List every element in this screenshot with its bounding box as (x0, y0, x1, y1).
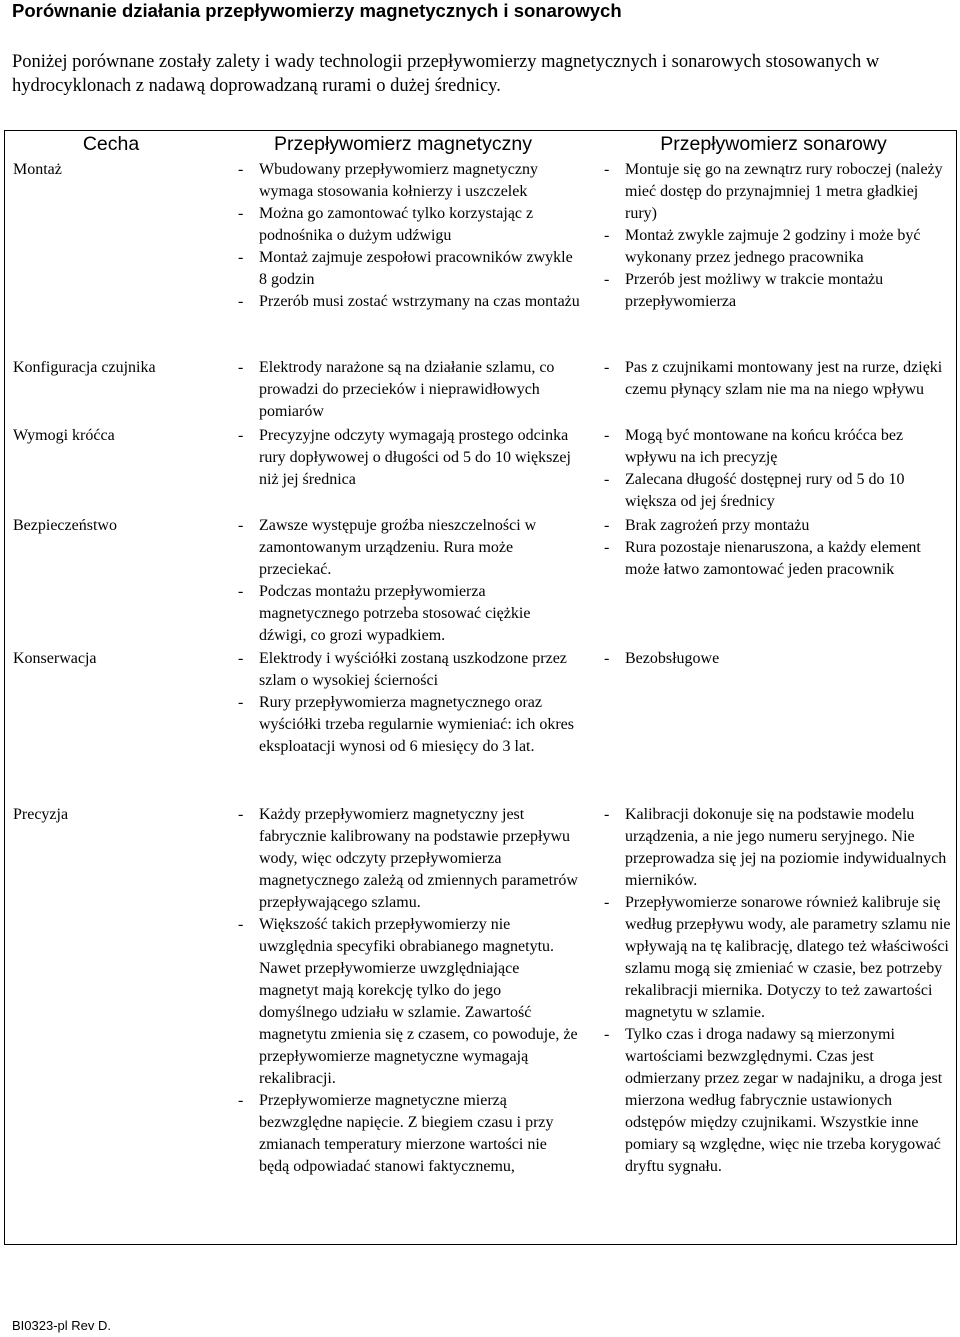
magnetic-item: - Zawsze występuje groźba nieszczelności w zamontowanym urządzeniu. Rura może przeciekać. (235, 515, 580, 581)
row-feature: Bezpieczeństwo (13, 517, 117, 534)
sonar-item: - Rura pozostaje nienaruszona, a każdy element może łatwo zamontować jeden pracownik (601, 537, 951, 581)
sonar-item: - Bezobsługowe (601, 648, 951, 670)
magnetic-item: - Elektrody i wyściółki zostaną uszkodzone przez szlam o wysokiej ścierności (235, 648, 580, 692)
sonar-cell (601, 648, 951, 670)
magnetic-cell (235, 515, 580, 647)
sonar-item: - Zalecana długość dostępnej rury od 5 do 10 większa od jej średnicy (601, 469, 951, 513)
page-title: Porównanie działania przepływomierzy magnetycznych i sonarowych (12, 0, 622, 21)
row-feature: Precyzja (13, 806, 69, 823)
header-magnetic: Przepływomierz magnetyczny (274, 133, 532, 155)
sonar-item: - Tylko czas i droga nadawy są mierzonymi wartościami bezwzględnymi. Czas jest odmierzany przez zegar w nadajniku, a droga jest mierzona według fabrycznie ustawionych odstępów między czujnikami. Wszystkie inne pomiary są względne, więc nie trzeba korygować dryftu sygnału. (601, 1024, 951, 1178)
sonar-cell (601, 515, 951, 581)
row-feature: Konserwacja (13, 650, 97, 667)
magnetic-item: - Większość takich przepływomierzy nie uwzględnia specyfiki obrabianego magnetytu. Nawet przepływomierze uwzględniające magnetyt mają korekcję tylko do jego domyślnego udziału w szlamie. Zawartość magnetytu zmienia się z czasem, co powoduje, że przepływomierze magnetyczne wymagają rekalibracji. (235, 914, 580, 1090)
sonar-cell (601, 159, 951, 313)
sonar-item: - Mogą być montowane na końcu króćca bez wpływu na ich precyzję (601, 425, 951, 469)
magnetic-item: - Montaż zajmuje zespołowi pracowników zwykle 8 godzin (235, 247, 580, 291)
document-reference: BI0323-pl Rev D. (12, 1318, 111, 1333)
intro-paragraph: Poniżej porównane zostały zalety i wady technologii przepływomierzy magnetycznych i sonarowych stosowanych w hydrocyklonach z nadawą doprowadzaną rurami o dużej średnicy. (12, 52, 880, 96)
sonar-item: - Pas z czujnikami montowany jest na rurze, dzięki czemu płynący szlam nie ma na niego wpływu (601, 357, 951, 401)
row-feature: Wymogi króćca (13, 427, 115, 444)
magnetic-cell (235, 648, 580, 758)
magnetic-item: - Elektrody narażone są na działanie szlamu, co prowadzi do przecieków i nieprawidłowych pomiarów (235, 357, 580, 423)
magnetic-item: - Podczas montażu przepływomierza magnetycznego potrzeba stosować ciężkie dźwigi, co grozi wypadkiem. (235, 581, 580, 647)
sonar-item: - Montuje się go na zewnątrz rury roboczej (należy mieć dostęp do przynajmniej 1 metra gładkiej rury) (601, 159, 951, 225)
sonar-item: - Przerób jest możliwy w trakcie montażu przepływomierza (601, 269, 951, 313)
magnetic-cell (235, 159, 580, 313)
sonar-cell (601, 357, 951, 401)
magnetic-item: - Każdy przepływomierz magnetyczny jest fabrycznie kalibrowany na podstawie przepływu wody, więc odczyty przepływomierza magnetycznego zależą od zmiennych parametrów przepływającego szlamu. (235, 804, 580, 914)
sonar-item: - Przepływomierze sonarowe również kalibruje się według przepływu wody, ale parametry szlamu nie wpływają na tę kalibrację, dlatego też właściwości szlamu mogą się zmieniać w czasie, bez potrzeby rekalibracji miernika. Dotyczy to też zawartości magnetytu w szlamie. (601, 892, 951, 1024)
sonar-item: - Montaż zwykle zajmuje 2 godziny i może być wykonany przez jednego pracownika (601, 225, 951, 269)
magnetic-item: - Rury przepływomierza magnetycznego oraz wyściółki trzeba regularnie wymieniać: ich okres eksploatacji wynosi od 6 miesięcy do 3 lat. (235, 692, 580, 758)
magnetic-item: - Wbudowany przepływomierz magnetyczny wymaga stosowania kołnierzy i uszczelek (235, 159, 580, 203)
magnetic-item: - Precyzyjne odczyty wymagają prostego odcinka rury dopływowej o długości od 5 do 10 większej niż jej średnica (235, 425, 580, 491)
header-sonar: Przepływomierz sonarowy (660, 133, 887, 155)
magnetic-cell (235, 425, 580, 491)
magnetic-item: - Można go zamontować tylko korzystając z podnośnika o dużym udźwigu (235, 203, 580, 247)
magnetic-cell (235, 804, 580, 1178)
row-feature: Konfiguracja czujnika (13, 359, 156, 376)
magnetic-item: - Przepływomierze magnetyczne mierzą bezwzględne napięcie. Z biegiem czasu i przy zmianach temperatury mierzone wartości nie będą odpowiadać stanowi faktycznemu, (235, 1090, 580, 1178)
comparison-table (4, 130, 957, 1245)
sonar-item: - Kalibracji dokonuje się na podstawie modelu urządzenia, a nie jego numeru seryjnego. Nie przeprowadza się jej na poziomie indywidualnych mierników. (601, 804, 951, 892)
magnetic-cell (235, 357, 580, 423)
header-feature: Cecha (82, 133, 140, 155)
magnetic-item: - Przerób musi zostać wstrzymany na czas montażu (235, 291, 580, 313)
row-feature: Montaż (13, 161, 62, 178)
sonar-cell (601, 425, 951, 513)
sonar-item: - Brak zagrożeń przy montażu (601, 515, 951, 537)
sonar-cell (601, 804, 951, 1178)
